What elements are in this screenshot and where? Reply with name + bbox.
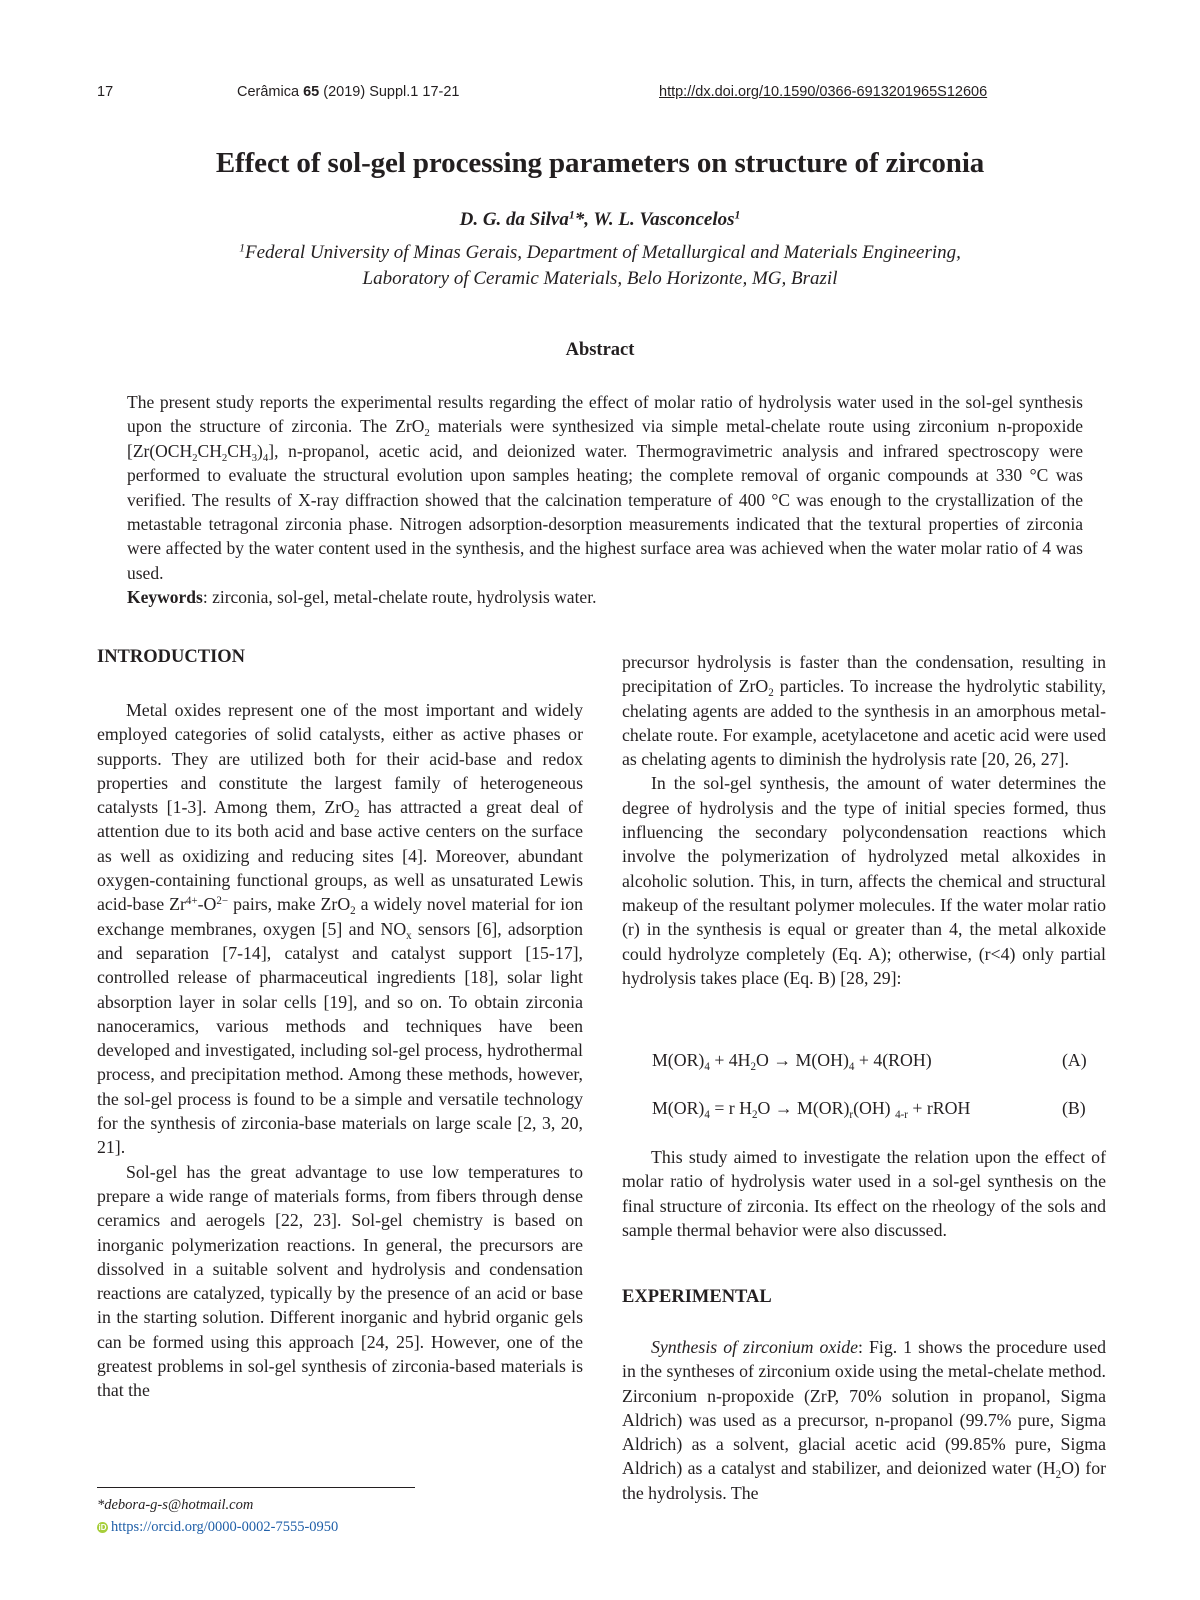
abstract-text: The present study reports the experimental results regarding the effect of molar ratio of hydrolysis water used in the sol-gel synthesis upon the structure of zirconia. The ZrO$_2$ materials were synthesized via simple metal-chelate route using zirconium n-propoxide $[Zr(OCH_2CH_2CH_3)_4]$, n-propanol, acetic acid, and deionized water. Thermogravimetric analysis and infrared spectroscopy were performed to evaluate the structural evolution upon samples heating; the complete removal of organic compounds at 330 °C was verified. The results of X-ray diffraction showed that the calcination temperature of 400 °C was enough to the crystallization of the metastable tetragonal zirconia phase. Nitrogen adsorption-desorption measurements indicated that the textural properties of zirconia were affected by the water content used in the synthesis, and the highest surface area was achieved when the water molar ratio of 4 was used. [127, 392, 1083, 583]
right-column-top [622, 650, 1106, 990]
right-column-bottom [622, 1335, 1106, 1505]
equation-a: $M(OR)_4 + 4H_2O \to M(OH)_4 + 4(ROH)$ [652, 1050, 932, 1073]
paper-title: Effect of sol-gel processing parameters on structure of zirconia [215, 147, 985, 179]
footnote-orcid[interactable] [97, 1519, 338, 1536]
footnote-rule [97, 1487, 415, 1488]
intro-paragraph-1: Metal oxides represent one of the most important and widely employed categories of solid catalysts, either as active phases or supports. They are utilized both for their acid-base and redox properties and constitute the largest family of heterogeneous catalysts [1-3]. Among them, ZrO$_2$ has attracted a great deal of attention due to its both acid and base active centers on the surface as well as oxidizing and reducing sites [4]. Moreover, abundant oxygen-containing functional groups, as well as unsaturated Lewis acid-base $Zr^{4+}-O^{2-}$ pairs, make ZrO$_2$ a widely novel material for ion exchange membranes, oxygen [5] and $NO_x$ sensors [6], adsorption and separation [7-14], catalyst and catalyst support [15-17], controlled release of pharmaceutical ingredients [18], solar light absorption layer in solar cells [19], and so on. To obtain zirconia nanoceramics, various methods and techniques have been developed and investigated, including sol-gel process, hydrothermal process, and precipitation method. Among these methods, however, the sol-gel process is found to be a simple and versatile technology for the synthesis of zirconia-base materials on large scale [2, 3, 20, 21]. [97, 700, 584, 1158]
doi-link[interactable]: http://dx.doi.org/10.1590/0366-6913201965S12606 [659, 84, 988, 100]
equation-b-label: (B) [1062, 1098, 1086, 1118]
intro-paragraph-5: This study aimed to investigate the relation upon the effect of molar ratio of hydrolysis water used in a sol-gel synthesis on the final structure of zirconia. Its effect on the rheology of the sols and sample thermal behavior were also discussed. [622, 1147, 1106, 1240]
orcid-link[interactable]: https://orcid.org/0000-0002-7555-0950 [111, 1519, 339, 1535]
intro-paragraph-4: In the sol-gel synthesis, the amount of water determines the degree of hydrolysis and the type of initial species formed, thus influencing the secondary polycondensation reactions which involve the polymerization of hydrolyzed metal alkoxides in alcoholic solution. This, in turn, affects the chemical and structural makeup of the resultant polymer molecules. If the water molar ratio (r) in the synthesis is equal or greater than 4, the metal alkoxide could hydrolyze completely (Eq. A); otherwise, (r<4) only partial hydrolysis takes place (Eq. B) [28, 29]: [622, 773, 1106, 988]
intro-paragraph-3: precursor hydrolysis is faster than the condensation, resulting in precipitation of ZrO$_2$ particles. To increase the hydrolytic stability, chelating agents are added to the synthesis in an amorphous metal-chelate route. For example, acetylacetone and acetic acid were used as chelating agents to diminish the hydrolysis rate [20, 26, 27]. [622, 652, 1106, 770]
experimental-heading: EXPERIMENTAL [622, 1287, 772, 1307]
affiliation [0, 240, 1200, 292]
affiliation-line-1: $^1$Federal University of Minas Gerais, Department of Metallurgical and Materials Engineering, [239, 241, 961, 263]
intro-paragraph-2: Sol-gel has the great advantage to use low temperatures to prepare a wide range of materials forms, from fibers through dense ceramics and aerogels [22, 23]. Sol-gel chemistry is based on inorganic polymerization reactions. In general, the precursors are dissolved in a suitable solvent and hydrolysis and condensation reactions are catalyzed, typically by the presence of an acid or base in the starting solution. Different inorganic and hybrid organic gels can be formed using this approach [24, 25]. However, one of the greatest problems in sol-gel synthesis of zirconia-based materials is that the [97, 1161, 583, 1401]
abstract-heading: Abstract [565, 340, 635, 360]
introduction-heading: INTRODUCTION [97, 647, 246, 667]
orcid-icon: iD [98, 1523, 107, 1532]
affiliation-line-2: Laboratory of Ceramic Materials, Belo Horizonte, MG, Brazil [362, 268, 838, 289]
left-column [97, 698, 583, 1403]
journal-citation: Cerâmica 65 (2019) Suppl.1 17-21 [237, 84, 460, 100]
page-number: 17 [97, 84, 114, 100]
footnote-email: *debora-g-s@hotmail.com [97, 1497, 254, 1513]
experimental-subheading: Synthesis of zirconium oxide [651, 1337, 859, 1357]
experimental-paragraph-1 [622, 1335, 1106, 1505]
author-list: D. G. da Silva$^1$*, W. L. Vasconcelos$^1$ [459, 208, 741, 230]
experimental-text: : Fig. 1 shows the procedure used in the syntheses of zirconium oxide using the metal-chelate method. Zirconium n-propoxide (ZrP, 70% solution in propanol, Sigma Aldrich) was used as a precursor, n-propanol (99.7% pure, Sigma Aldrich) as a solvent, glacial acetic acid (99.85% pure, Sigma Aldrich) as a catalyst and stabilizer, and deionized water $(H_2O)$ for the hydrolysis. The [622, 1337, 1107, 1503]
keywords-label: Keywords [127, 587, 203, 608]
keywords-text: : zirconia, sol-gel, metal-chelate route, hydrolysis water. [202, 587, 597, 608]
equation-a-label: (A) [1062, 1050, 1087, 1070]
abstract-body [127, 390, 1083, 610]
equation-b: $M(OR)_4 = r$ $H_2O \to M(OR)_r(OH) _{4-r}$ + rROH [652, 1098, 971, 1121]
right-column-mid [622, 1145, 1106, 1242]
